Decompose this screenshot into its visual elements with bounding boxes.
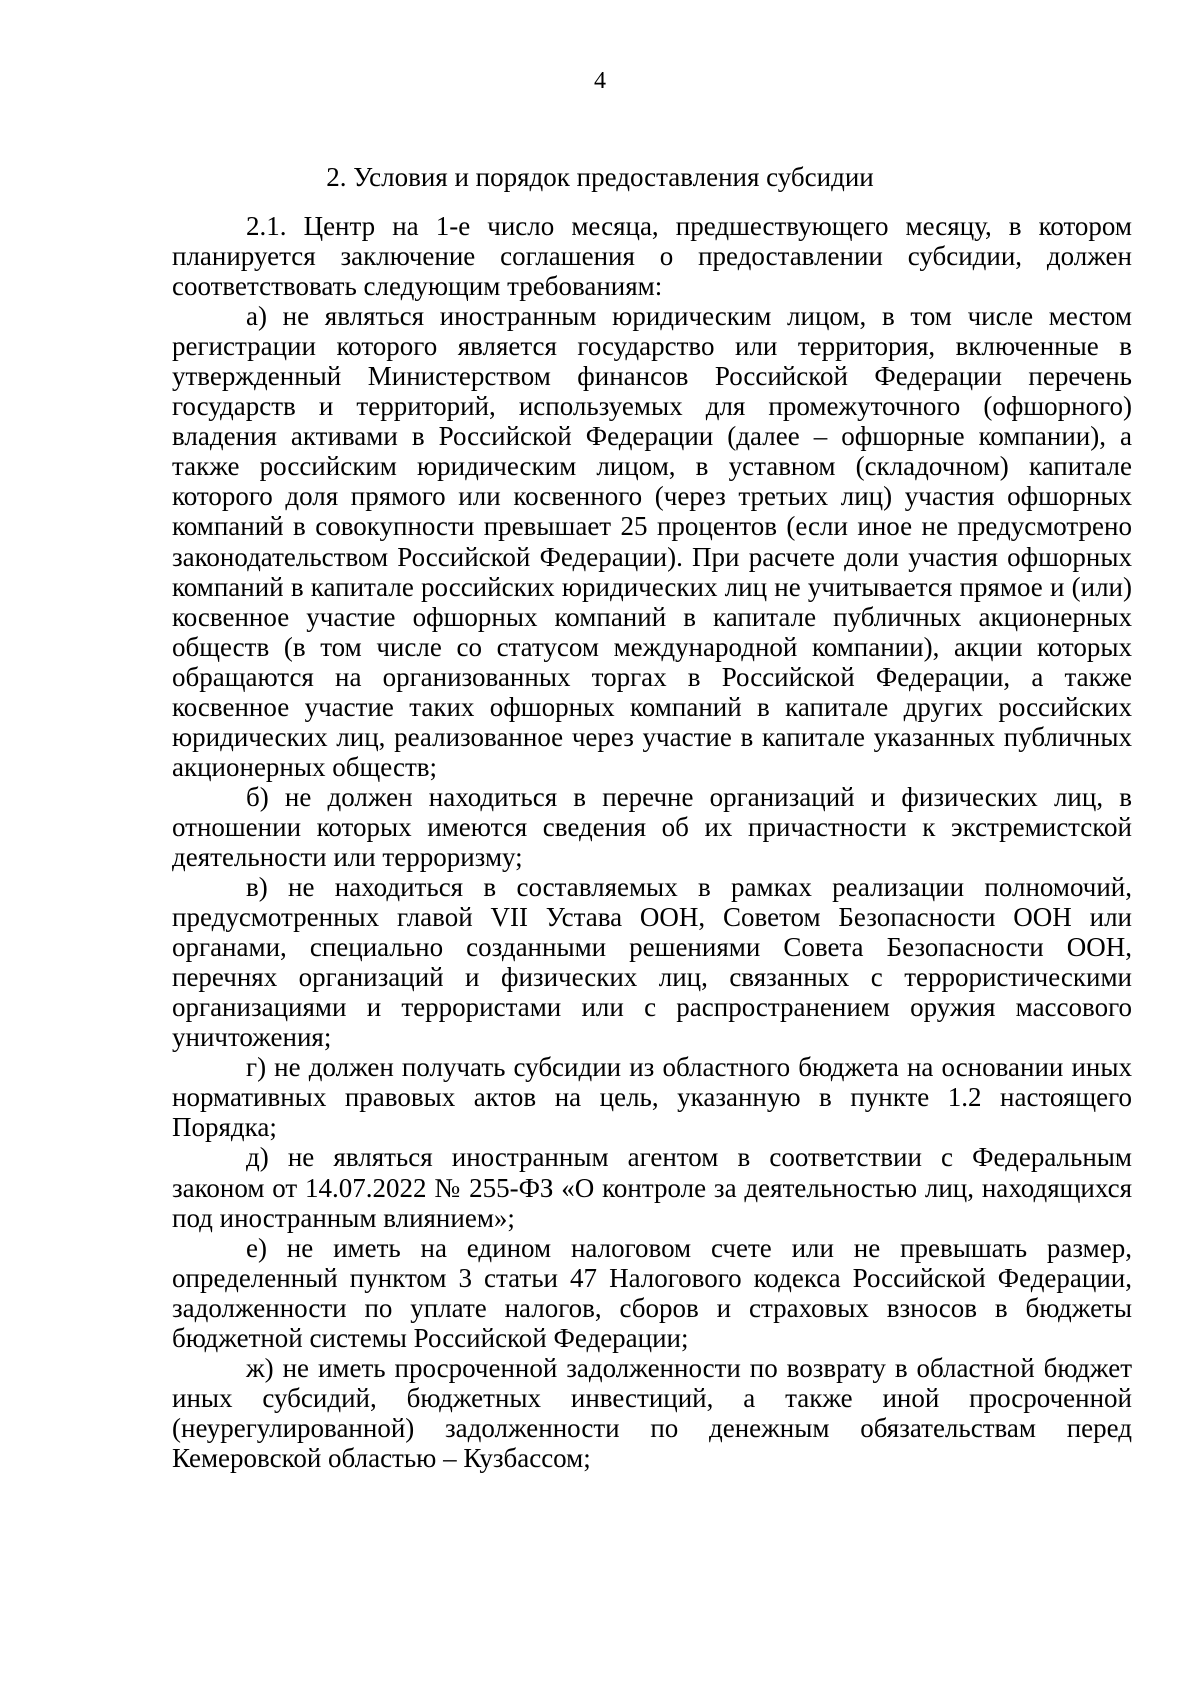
paragraph-item-zh: ж) не иметь просроченной задолженности по возврату в областной бюджет иных субсидий, бюджетных инвестиций, а также иной просроченной (неурегулированной) задолженности по денежным обязательствам перед Кемеровской областью – Кузбассом; <box>172 1352 1132 1473</box>
section-title: 2. Условия и порядок предоставления субсидии <box>326 162 874 192</box>
page-number: 4 <box>594 68 606 94</box>
paragraph-item-v: в) не находиться в составляемых в рамках реализации полномочий, предусмотренных главой VII Устава ООН, Советом Безопасности ООН или органами, специально созданными решениями Совета Безопасности ООН, перечнях организаций и физических лиц, связанных с террористическими организациями и террористами или с распространением оружия массового уничтожения; <box>172 872 1132 1053</box>
document-body <box>172 211 1132 1473</box>
paragraph-item-a: а) не являться иностранным юридическим лицом, в том числе местом регистрации которого является государство или территория, включенные в утвержденный Министерством финансов Российской Федерации перечень государств и территорий, используемых для промежуточного (офшорного) владения активами в Российской Федерации (далее – офшорные компании), а также российским юридическим лицом, в уставном (складочном) капитале которого доля прямого или косвенного (через третьих лиц) участия офшорных компаний в совокупности превышает 25 процентов (если иное не предусмотрено законодательством Российской Федерации). При расчете доли участия офшорных компаний в капитале российских юридических лиц не учитывается прямое и (или) косвенное участие офшорных компаний в капитале публичных акционерных обществ (в том числе со статусом международной компании), акции которых обращаются на организованных торгах в Российской Федерации, а также косвенное участие таких офшорных компаний в капитале других российских юридических лиц, реализованное через участие в капитале указанных публичных акционерных обществ; <box>172 301 1132 782</box>
paragraph-item-e: е) не иметь на едином налоговом счете или не превышать размер, определенный пунктом 3 статьи 47 Налогового кодекса Российской Федерации, задолженности по уплате налогов, сборов и страховых взносов в бюджеты бюджетной системы Российской Федерации; <box>172 1232 1132 1353</box>
paragraph-item-g: г) не должен получать субсидии из областного бюджета на основании иных нормативных правовых актов на цель, указанную в пункте 1.2 настоящего Порядка; <box>172 1052 1132 1143</box>
paragraph-item-b: б) не должен находиться в перечне организаций и физических лиц, в отношении которых имеются сведения об их причастности к экстремистской деятельности или терроризму; <box>172 781 1132 872</box>
paragraph-item-d: д) не являться иностранным агентом в соответствии с Федеральным законом от 14.07.2022 № 255-ФЗ «О контроле за деятельностью лиц, находящихся под иностранным влиянием»; <box>172 1142 1132 1233</box>
paragraph-2-1: 2.1. Центр на 1-е число месяца, предшествующего месяцу, в котором планируется заключение соглашения о предоставлении субсидии, должен соответствовать следующим требованиям: <box>172 211 1132 302</box>
